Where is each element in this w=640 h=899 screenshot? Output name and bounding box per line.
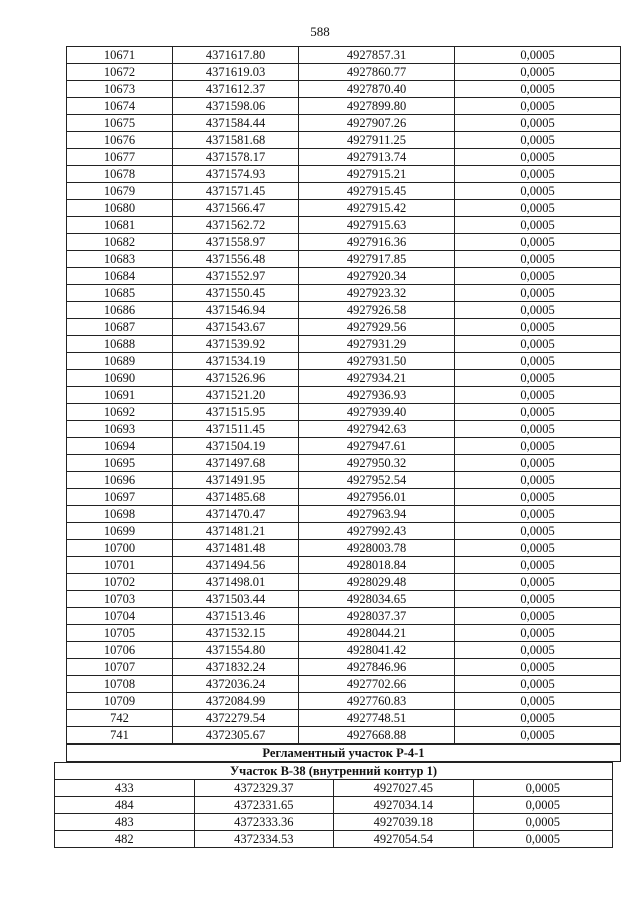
x-coordinate-cell: 4371578.17 [173, 149, 299, 166]
y-coordinate-cell: 4927931.50 [299, 353, 455, 370]
table-row [67, 251, 621, 268]
point-number-cell: 10684 [67, 268, 173, 285]
x-coordinate-cell: 4371532.15 [173, 625, 299, 642]
section-title: Регламентный участок Р-4-1 [67, 745, 621, 762]
accuracy-cell: 0,0005 [455, 47, 621, 64]
accuracy-cell: 0,0005 [455, 591, 621, 608]
x-coordinate-cell: 4371513.46 [173, 608, 299, 625]
point-number-cell: 10685 [67, 285, 173, 302]
x-coordinate-cell: 4371552.97 [173, 268, 299, 285]
table-row [67, 642, 621, 659]
x-coordinate-cell: 4372305.67 [173, 727, 299, 744]
table-row [67, 523, 621, 540]
table-row [67, 132, 621, 149]
accuracy-cell: 0,0005 [455, 285, 621, 302]
x-coordinate-cell: 4371497.68 [173, 455, 299, 472]
accuracy-cell: 0,0005 [455, 455, 621, 472]
x-coordinate-cell: 4371534.19 [173, 353, 299, 370]
table-row [67, 659, 621, 676]
accuracy-cell: 0,0005 [455, 540, 621, 557]
point-number-cell: 10674 [67, 98, 173, 115]
y-coordinate-cell: 4927760.83 [299, 693, 455, 710]
table-row [67, 98, 621, 115]
y-coordinate-cell: 4928041.42 [299, 642, 455, 659]
coordinates-table [66, 46, 621, 744]
table-row [67, 455, 621, 472]
table-row [67, 727, 621, 744]
table-row [67, 574, 621, 591]
table-row [67, 438, 621, 455]
table-row [67, 421, 621, 438]
accuracy-cell: 0,0005 [455, 217, 621, 234]
table-row [55, 780, 613, 797]
y-coordinate-cell: 4927931.29 [299, 336, 455, 353]
accuracy-cell: 0,0005 [455, 132, 621, 149]
y-coordinate-cell: 4927942.63 [299, 421, 455, 438]
accuracy-cell: 0,0005 [455, 319, 621, 336]
point-number-cell: 10682 [67, 234, 173, 251]
accuracy-cell: 0,0005 [455, 710, 621, 727]
accuracy-cell: 0,0005 [455, 523, 621, 540]
accuracy-cell: 0,0005 [455, 98, 621, 115]
accuracy-cell: 0,0005 [455, 676, 621, 693]
accuracy-cell: 0,0005 [455, 200, 621, 217]
table-row [67, 557, 621, 574]
x-coordinate-cell: 4371617.80 [173, 47, 299, 64]
point-number-cell: 10696 [67, 472, 173, 489]
table-row [55, 797, 613, 814]
x-coordinate-cell: 4371574.93 [173, 166, 299, 183]
table-row [67, 302, 621, 319]
y-coordinate-cell: 4927915.21 [299, 166, 455, 183]
x-coordinate-cell: 4371526.96 [173, 370, 299, 387]
accuracy-cell: 0,0005 [473, 797, 613, 814]
y-coordinate-cell: 4927916.36 [299, 234, 455, 251]
accuracy-cell: 0,0005 [455, 693, 621, 710]
point-number-cell: 10687 [67, 319, 173, 336]
x-coordinate-cell: 4371612.37 [173, 81, 299, 98]
x-coordinate-cell: 4371515.95 [173, 404, 299, 421]
x-coordinate-cell: 4371619.03 [173, 64, 299, 81]
accuracy-cell: 0,0005 [455, 574, 621, 591]
table-row [67, 710, 621, 727]
y-coordinate-cell: 4928037.37 [299, 608, 455, 625]
accuracy-cell: 0,0005 [455, 421, 621, 438]
y-coordinate-cell: 4927956.01 [299, 489, 455, 506]
section-header-row [67, 745, 621, 762]
x-coordinate-cell: 4371511.45 [173, 421, 299, 438]
accuracy-cell: 0,0005 [455, 625, 621, 642]
y-coordinate-cell: 4927860.77 [299, 64, 455, 81]
accuracy-cell: 0,0005 [455, 489, 621, 506]
x-coordinate-cell: 4371543.67 [173, 319, 299, 336]
point-number-cell: 10689 [67, 353, 173, 370]
y-coordinate-cell: 4927929.56 [299, 319, 455, 336]
subsection-table [54, 762, 613, 848]
section-table [66, 744, 621, 762]
point-number-cell: 10675 [67, 115, 173, 132]
y-coordinate-cell: 4927920.34 [299, 268, 455, 285]
point-number-cell: 741 [67, 727, 173, 744]
x-coordinate-cell: 4371562.72 [173, 217, 299, 234]
point-number-cell: 10704 [67, 608, 173, 625]
x-coordinate-cell: 4371554.80 [173, 642, 299, 659]
point-number-cell: 10706 [67, 642, 173, 659]
accuracy-cell: 0,0005 [455, 438, 621, 455]
table-row [67, 353, 621, 370]
table-row [67, 472, 621, 489]
x-coordinate-cell: 4371556.48 [173, 251, 299, 268]
y-coordinate-cell: 4927947.61 [299, 438, 455, 455]
y-coordinate-cell: 4927748.51 [299, 710, 455, 727]
point-number-cell: 484 [55, 797, 195, 814]
accuracy-cell: 0,0005 [455, 115, 621, 132]
point-number-cell: 433 [55, 780, 195, 797]
x-coordinate-cell: 4371481.21 [173, 523, 299, 540]
accuracy-cell: 0,0005 [455, 557, 621, 574]
accuracy-cell: 0,0005 [455, 336, 621, 353]
accuracy-cell: 0,0005 [455, 608, 621, 625]
x-coordinate-cell: 4371494.56 [173, 557, 299, 574]
y-coordinate-cell: 4927917.85 [299, 251, 455, 268]
x-coordinate-cell: 4371539.92 [173, 336, 299, 353]
table-row [67, 183, 621, 200]
table-row [67, 268, 621, 285]
y-coordinate-cell: 4927934.21 [299, 370, 455, 387]
point-number-cell: 10694 [67, 438, 173, 455]
point-number-cell: 10672 [67, 64, 173, 81]
point-number-cell: 10692 [67, 404, 173, 421]
point-number-cell: 482 [55, 831, 195, 848]
point-number-cell: 10683 [67, 251, 173, 268]
x-coordinate-cell: 4371470.47 [173, 506, 299, 523]
point-number-cell: 10703 [67, 591, 173, 608]
accuracy-cell: 0,0005 [455, 166, 621, 183]
y-coordinate-cell: 4927913.74 [299, 149, 455, 166]
table-row [67, 540, 621, 557]
point-number-cell: 10688 [67, 336, 173, 353]
accuracy-cell: 0,0005 [455, 472, 621, 489]
point-number-cell: 10693 [67, 421, 173, 438]
accuracy-cell: 0,0005 [455, 404, 621, 421]
point-number-cell: 10708 [67, 676, 173, 693]
subsection-header-row [55, 763, 613, 780]
y-coordinate-cell: 4927034.14 [334, 797, 474, 814]
point-number-cell: 10680 [67, 200, 173, 217]
table-row [67, 149, 621, 166]
y-coordinate-cell: 4927963.94 [299, 506, 455, 523]
y-coordinate-cell: 4928029.48 [299, 574, 455, 591]
x-coordinate-cell: 4372036.24 [173, 676, 299, 693]
point-number-cell: 10707 [67, 659, 173, 676]
y-coordinate-cell: 4927054.54 [334, 831, 474, 848]
accuracy-cell: 0,0005 [473, 780, 613, 797]
accuracy-cell: 0,0005 [455, 659, 621, 676]
y-coordinate-cell: 4927870.40 [299, 81, 455, 98]
point-number-cell: 10671 [67, 47, 173, 64]
x-coordinate-cell: 4372333.36 [194, 814, 334, 831]
x-coordinate-cell: 4371504.19 [173, 438, 299, 455]
table-row [67, 693, 621, 710]
table-row [67, 285, 621, 302]
x-coordinate-cell: 4371491.95 [173, 472, 299, 489]
table-row [67, 81, 621, 98]
accuracy-cell: 0,0005 [455, 642, 621, 659]
point-number-cell: 10699 [67, 523, 173, 540]
coordinates-sheet [66, 46, 621, 848]
point-number-cell: 10676 [67, 132, 173, 149]
y-coordinate-cell: 4927915.45 [299, 183, 455, 200]
x-coordinate-cell: 4372331.65 [194, 797, 334, 814]
accuracy-cell: 0,0005 [455, 64, 621, 81]
y-coordinate-cell: 4927039.18 [334, 814, 474, 831]
subsection-title: Участок В-38 (внутренний контур 1) [55, 763, 613, 780]
y-coordinate-cell: 4928034.65 [299, 591, 455, 608]
x-coordinate-cell: 4371546.94 [173, 302, 299, 319]
accuracy-cell: 0,0005 [455, 81, 621, 98]
x-coordinate-cell: 4371521.20 [173, 387, 299, 404]
x-coordinate-cell: 4372279.54 [173, 710, 299, 727]
point-number-cell: 10690 [67, 370, 173, 387]
table-row [67, 166, 621, 183]
y-coordinate-cell: 4927923.32 [299, 285, 455, 302]
x-coordinate-cell: 4371598.06 [173, 98, 299, 115]
y-coordinate-cell: 4928018.84 [299, 557, 455, 574]
accuracy-cell: 0,0005 [455, 234, 621, 251]
table-row [67, 336, 621, 353]
accuracy-cell: 0,0005 [455, 727, 621, 744]
point-number-cell: 10700 [67, 540, 173, 557]
point-number-cell: 10678 [67, 166, 173, 183]
point-number-cell: 10698 [67, 506, 173, 523]
point-number-cell: 10679 [67, 183, 173, 200]
x-coordinate-cell: 4371550.45 [173, 285, 299, 302]
x-coordinate-cell: 4371558.97 [173, 234, 299, 251]
accuracy-cell: 0,0005 [455, 387, 621, 404]
y-coordinate-cell: 4928003.78 [299, 540, 455, 557]
y-coordinate-cell: 4928044.21 [299, 625, 455, 642]
point-number-cell: 10697 [67, 489, 173, 506]
x-coordinate-cell: 4371498.01 [173, 574, 299, 591]
point-number-cell: 10681 [67, 217, 173, 234]
point-number-cell: 483 [55, 814, 195, 831]
table-row [67, 64, 621, 81]
table-row [67, 489, 621, 506]
x-coordinate-cell: 4371485.68 [173, 489, 299, 506]
table-row [67, 47, 621, 64]
x-coordinate-cell: 4371571.45 [173, 183, 299, 200]
accuracy-cell: 0,0005 [455, 149, 621, 166]
point-number-cell: 10705 [67, 625, 173, 642]
table-row [55, 814, 613, 831]
x-coordinate-cell: 4371832.24 [173, 659, 299, 676]
table-row [67, 625, 621, 642]
y-coordinate-cell: 4927915.42 [299, 200, 455, 217]
point-number-cell: 10701 [67, 557, 173, 574]
point-number-cell: 10695 [67, 455, 173, 472]
x-coordinate-cell: 4372329.37 [194, 780, 334, 797]
x-coordinate-cell: 4371566.47 [173, 200, 299, 217]
point-number-cell: 10686 [67, 302, 173, 319]
point-number-cell: 10709 [67, 693, 173, 710]
accuracy-cell: 0,0005 [473, 831, 613, 848]
table-row [67, 404, 621, 421]
point-number-cell: 10702 [67, 574, 173, 591]
y-coordinate-cell: 4927911.25 [299, 132, 455, 149]
accuracy-cell: 0,0005 [455, 251, 621, 268]
x-coordinate-cell: 4372084.99 [173, 693, 299, 710]
accuracy-cell: 0,0005 [455, 302, 621, 319]
table-row [67, 234, 621, 251]
point-number-cell: 10677 [67, 149, 173, 166]
y-coordinate-cell: 4927936.93 [299, 387, 455, 404]
x-coordinate-cell: 4371481.48 [173, 540, 299, 557]
table-row [67, 217, 621, 234]
accuracy-cell: 0,0005 [455, 268, 621, 285]
y-coordinate-cell: 4927950.32 [299, 455, 455, 472]
point-number-cell: 10673 [67, 81, 173, 98]
y-coordinate-cell: 4927846.96 [299, 659, 455, 676]
y-coordinate-cell: 4927992.43 [299, 523, 455, 540]
table-row [67, 676, 621, 693]
accuracy-cell: 0,0005 [455, 353, 621, 370]
page-number: 588 [310, 24, 330, 39]
table-row [67, 319, 621, 336]
table-row [67, 387, 621, 404]
table-row [67, 591, 621, 608]
y-coordinate-cell: 4927668.88 [299, 727, 455, 744]
accuracy-cell: 0,0005 [455, 506, 621, 523]
accuracy-cell: 0,0005 [473, 814, 613, 831]
x-coordinate-cell: 4371503.44 [173, 591, 299, 608]
y-coordinate-cell: 4927857.31 [299, 47, 455, 64]
accuracy-cell: 0,0005 [455, 370, 621, 387]
x-coordinate-cell: 4372334.53 [194, 831, 334, 848]
table-row [67, 200, 621, 217]
coordinates-table-body [67, 47, 621, 744]
table-row [67, 115, 621, 132]
y-coordinate-cell: 4927915.63 [299, 217, 455, 234]
y-coordinate-cell: 4927926.58 [299, 302, 455, 319]
y-coordinate-cell: 4927899.80 [299, 98, 455, 115]
accuracy-cell: 0,0005 [455, 183, 621, 200]
table-row [55, 831, 613, 848]
table-row [67, 370, 621, 387]
table-row [67, 608, 621, 625]
x-coordinate-cell: 4371584.44 [173, 115, 299, 132]
table-row [67, 506, 621, 523]
x-coordinate-cell: 4371581.68 [173, 132, 299, 149]
y-coordinate-cell: 4927952.54 [299, 472, 455, 489]
y-coordinate-cell: 4927907.26 [299, 115, 455, 132]
point-number-cell: 10691 [67, 387, 173, 404]
subsection-table-body [55, 763, 613, 848]
point-number-cell: 742 [67, 710, 173, 727]
y-coordinate-cell: 4927939.40 [299, 404, 455, 421]
y-coordinate-cell: 4927702.66 [299, 676, 455, 693]
y-coordinate-cell: 4927027.45 [334, 780, 474, 797]
